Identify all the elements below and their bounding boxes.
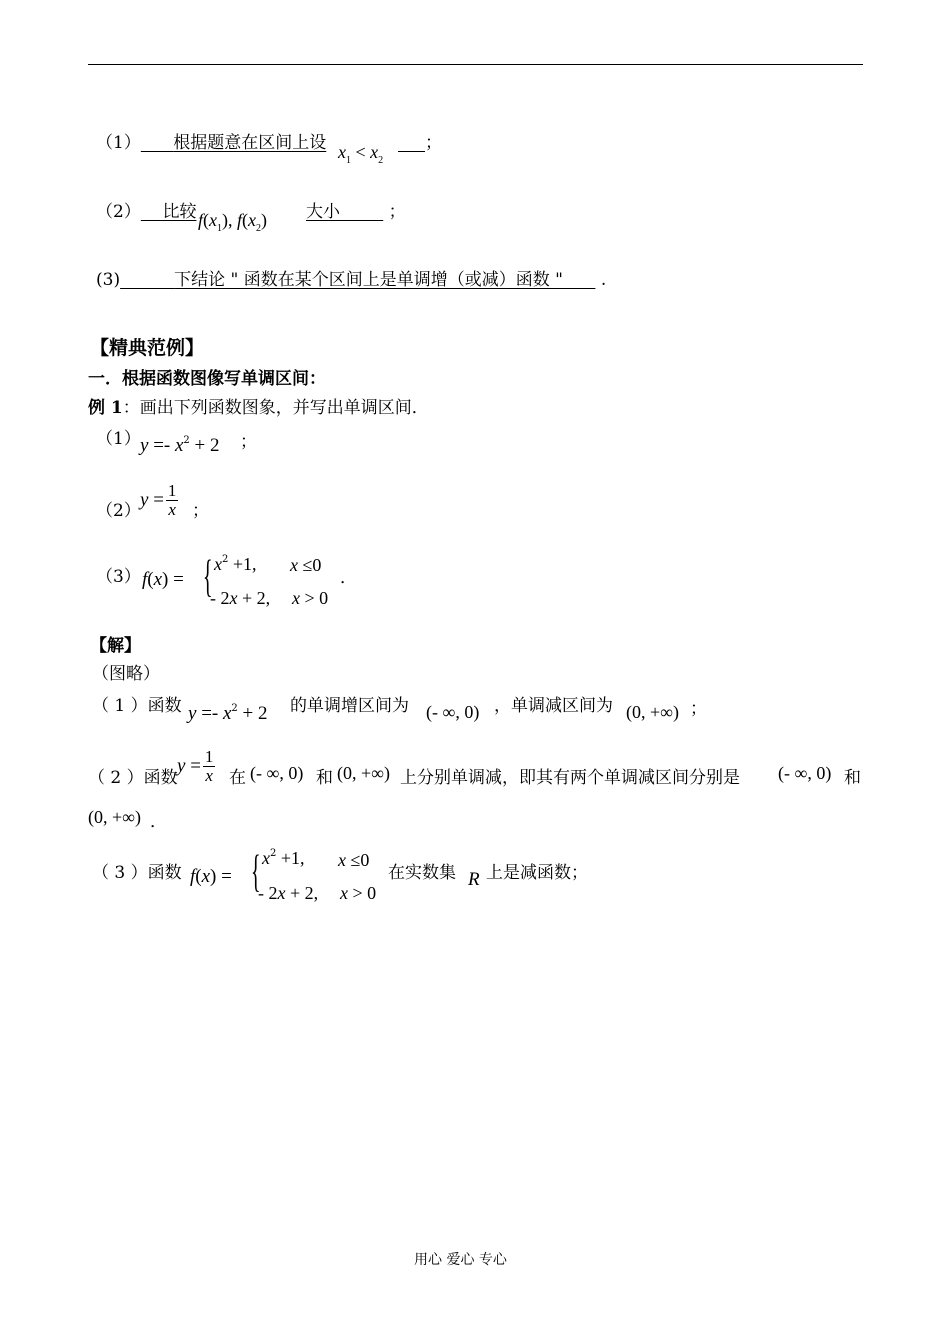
problem-1-label: （1） [96,429,141,449]
answer-2-text-c: 上分别单调减，即其有两个单调减区间分别是 [400,768,740,788]
answer-3-text-b: 上是减函数； [486,863,588,883]
step-2-label: （2） [96,202,141,222]
example-label: 例 1 [88,398,123,418]
answer-3-cond-1: x ≤0 [338,850,370,870]
answer-2-text-a: 在 [229,768,246,788]
step-1-formula: $x_1 < x_2$ [338,142,384,166]
answer-3-lhs: f(x) = [190,866,232,887]
answer-3-set-r: R [468,869,480,890]
page-footer: 用心 爱心 专心 [414,1252,507,1268]
answer-2-text-b: 和 [316,768,333,788]
step-1 [96,128,326,153]
answer-1-formula: $y =- x^2 + 2$ [188,703,268,724]
problem-1-tail: ； [240,432,257,452]
problem-3-label: （3） [96,567,141,587]
step-1-label: （1） [96,133,141,153]
answer-1-label: （ 1 ）函数 [92,696,182,716]
problem-3-cond-2: x > 0 [292,588,329,608]
answer-2-interval-2: (0, +∞) [337,763,390,783]
answer-2-interval-3: (- ∞, 0) [778,763,832,783]
answer-2-formula: y = $\frac{1}{x}$ [177,747,214,785]
step-1-text: 根据题意在区间上设 [173,133,327,153]
step-2: （2） 比较 [96,202,197,222]
problem-3-case-2: - 2x + 2, [210,588,271,608]
problem-3-tail: ． [340,568,357,588]
problem-2-tail: ； [192,501,209,521]
answer-3-label: （ 3 ）函数 [92,863,182,883]
answer-2-label: （ 2 ）函数 [88,768,178,788]
step-2-tail: 大小 ； [306,202,406,222]
step-2-formula: $f(x_1)$, $f(x_2)$ [198,210,268,234]
problem-3-case-1: $x^2 +1$, [214,554,257,574]
problem-2-formula: y = $\frac{1}{x}$ [140,481,177,519]
step-1-underline-tail: ； [425,133,443,153]
problem-2-label: （2） [96,501,141,521]
answer-3-text-a: 在实数集 [388,863,456,883]
answer-2-tail: ． [150,812,167,832]
answer-1-tail: ； [690,699,707,719]
step-3-label: (3) [96,270,121,290]
answer-2-interval-1: (- ∞, 0) [250,763,304,783]
problem-3-lhs: f(x) = [142,569,184,590]
problem-1-formula: $y =- x^2 + 2$ [140,435,220,456]
answer-1-text-b: ，单调减区间为 [494,696,613,716]
solution-title: 【解】 [90,636,141,656]
answer-2-text-d: 和 [844,768,861,788]
answer-3-brace: { [251,847,261,898]
answer-1-interval-inc: (- ∞, 0) [426,702,480,722]
problem-3-brace: { [203,552,213,603]
section-title: 【精典范例】 [90,337,205,359]
section-heading: 一．根据函数图像写单调区间： [88,369,326,389]
example-1: 例 1：画出下列函数图象，并写出单调区间． [88,398,429,418]
header-rule [88,64,863,65]
problem-3-cond-1: x ≤0 [290,555,322,575]
answer-3-case-1: $x^2 +1$, [262,848,305,868]
answer-1-text-a: 的单调增区间为 [290,696,409,716]
answer-1-interval-dec: (0, +∞) [626,702,679,722]
answer-3-case-2: - 2x + 2, [258,883,319,903]
answer-3-cond-2: x > 0 [340,883,377,903]
solution-note: （图略） [92,664,160,684]
step-3: (3) 下结论 " 函数在某个区间上是单调增（或减）函数 " . [96,270,607,290]
answer-2-interval-4: (0, +∞) [88,807,141,827]
